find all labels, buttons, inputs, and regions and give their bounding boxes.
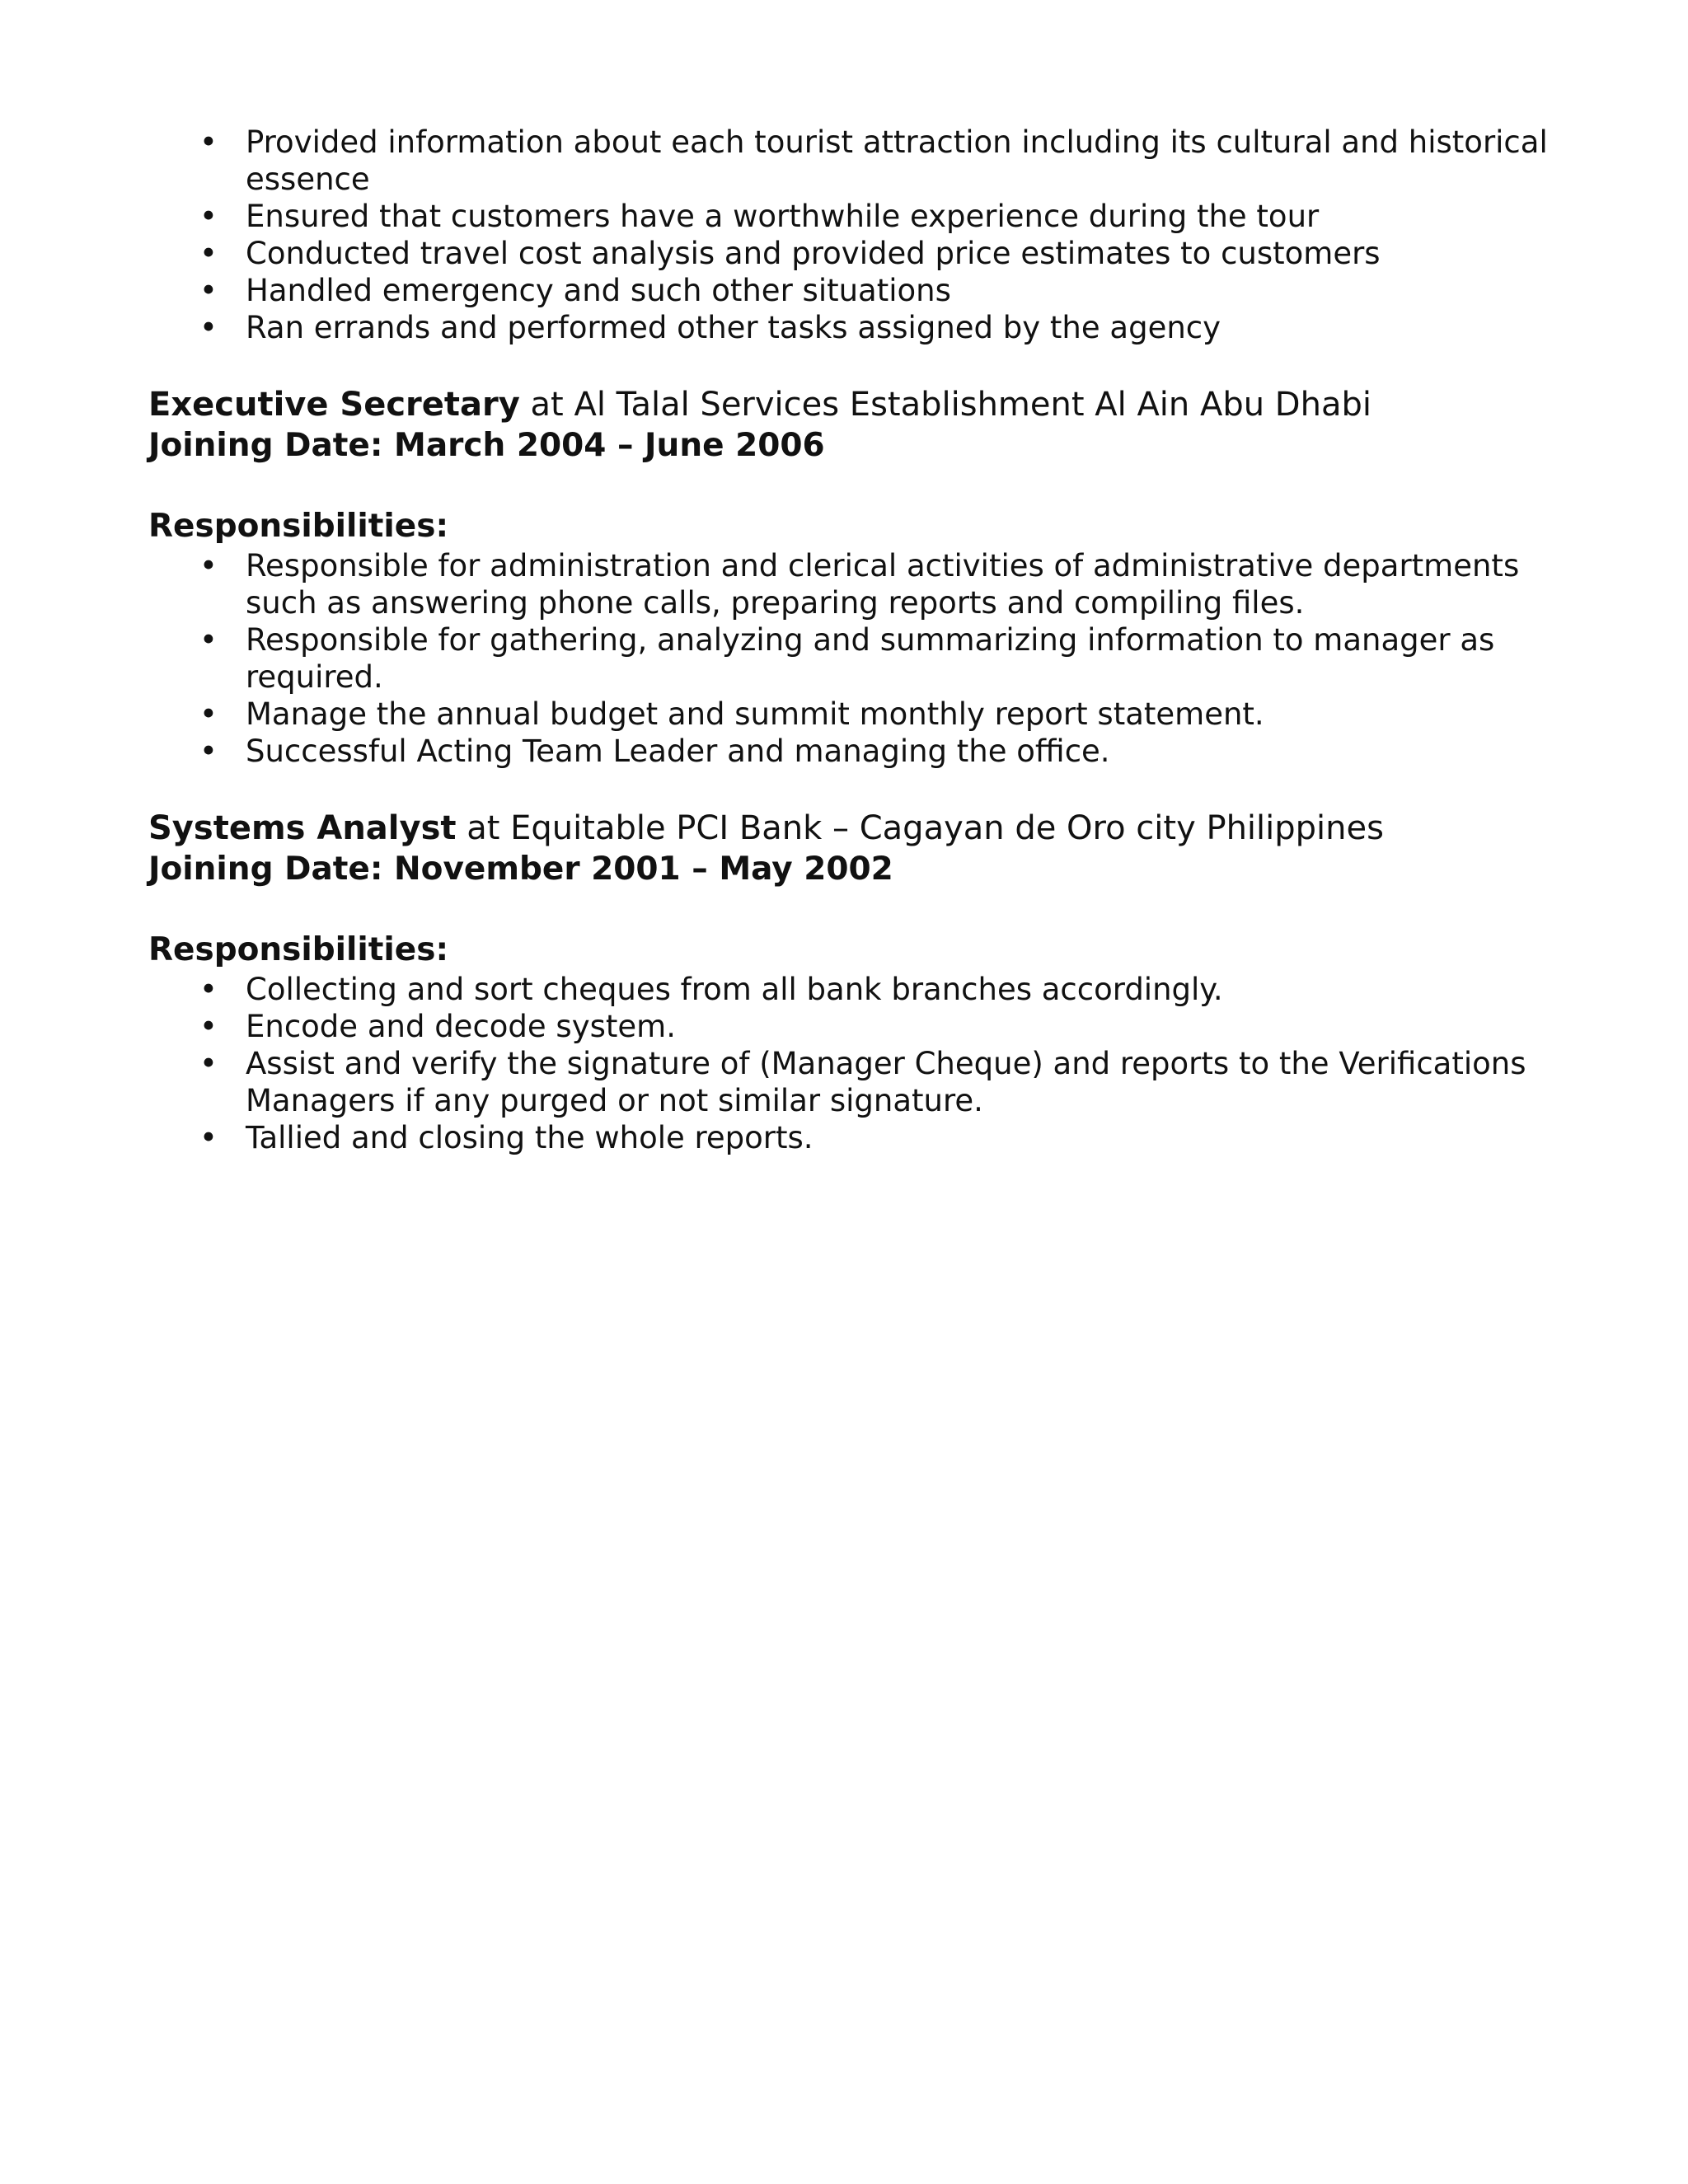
bullet-icon: • — [199, 310, 218, 345]
bullet-icon: • — [199, 548, 218, 583]
list-item-text: Conducted travel cost analysis and provided price estimates to customers — [246, 236, 1381, 271]
list-item-text: Responsible for gathering, analyzing and summarizing information to manager as required. — [246, 622, 1495, 695]
list-item-text: Tallied and closing the whole reports. — [246, 1120, 814, 1155]
bullet-icon: • — [199, 1046, 218, 1081]
responsibilities-list — [148, 971, 1599, 1156]
list-item — [148, 733, 1599, 770]
job-title-executive-secretary — [148, 384, 1372, 425]
list-item-text: Assist and verify the signature of (Manager Cheque) and reports to the Verifications Managers if any purged or not similar signature. — [246, 1046, 1526, 1118]
bullet-icon: • — [199, 733, 218, 769]
bullet-icon: • — [199, 1120, 218, 1155]
list-item — [148, 547, 1599, 621]
bullet-icon: • — [199, 199, 218, 234]
list-item — [148, 309, 1599, 346]
list-item — [148, 1008, 1599, 1045]
list-item-text: Responsible for administration and clerical activities of administrative departments such as answering phone calls, preparing reports and compiling files. — [246, 548, 1520, 621]
list-item-text: Provided information about each tourist attraction including its cultural and historical essence — [246, 124, 1548, 197]
list-item — [148, 621, 1599, 696]
list-item-text: Manage the annual budget and summit monthly report statement. — [246, 696, 1264, 732]
bullet-icon: • — [199, 696, 218, 732]
bullet-icon: • — [199, 972, 218, 1007]
responsibilities-heading: Responsibilities: — [148, 931, 449, 968]
bullet-icon: • — [199, 622, 218, 658]
joining-date: Joining Date: November 2001 – May 2002 — [148, 851, 893, 888]
list-item-text: Ensured that customers have a worthwhile experience during the tour — [246, 199, 1320, 234]
job-role: Systems Analyst — [148, 809, 457, 847]
list-item-text: Collecting and sort cheques from all bank branches accordingly. — [246, 972, 1223, 1007]
list-item-text: Encode and decode system. — [246, 1009, 676, 1044]
job-title-systems-analyst — [148, 808, 1384, 849]
bullet-icon: • — [199, 273, 218, 308]
list-item — [148, 124, 1599, 198]
list-item — [148, 1045, 1599, 1119]
list-item-text: Handled emergency and such other situations — [246, 273, 951, 308]
job-role: Executive Secretary — [148, 386, 520, 424]
list-item — [148, 696, 1599, 733]
list-item-text: Successful Acting Team Leader and managing the office. — [246, 733, 1110, 769]
responsibilities-heading: Responsibilities: — [148, 508, 449, 545]
job-company: at Equitable PCI Bank – Cagayan de Oro city Philippines — [456, 809, 1384, 847]
bullet-icon: • — [199, 236, 218, 271]
bullet-icon: • — [199, 124, 218, 160]
list-item — [148, 272, 1599, 309]
joining-date: Joining Date: March 2004 – June 2006 — [148, 427, 825, 464]
list-item — [148, 198, 1599, 235]
list-item — [148, 971, 1599, 1008]
list-item — [148, 235, 1599, 272]
tour-duties-list — [148, 124, 1599, 346]
bullet-icon: • — [199, 1009, 218, 1044]
job-company: at Al Talal Services Establishment Al Ain Abu Dhabi — [519, 386, 1372, 424]
list-item — [148, 1119, 1599, 1156]
responsibilities-list — [148, 547, 1599, 770]
list-item-text: Ran errands and performed other tasks assigned by the agency — [246, 310, 1221, 345]
